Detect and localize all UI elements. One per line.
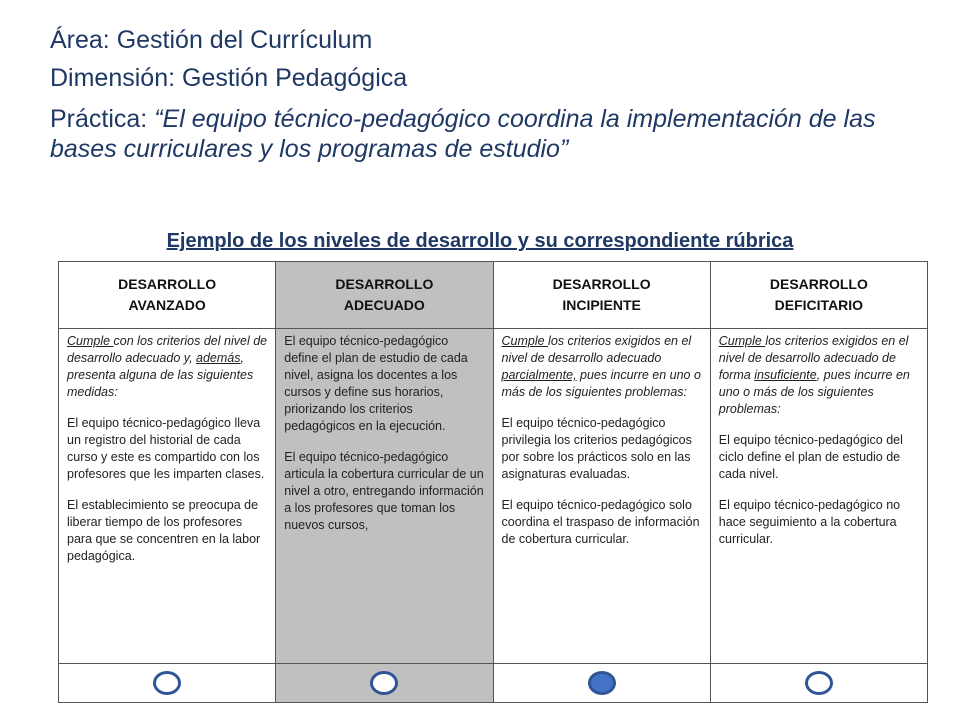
avanzado-item: El establecimiento se preocupa de liberar tiempo de los profesores para que se concentren en la labor pedagógica. (67, 498, 261, 563)
avanzado-item: El equipo técnico-pedagógico lleva un registro del historial de cada curso y este es compartido con los profesores que les imparten clases. (67, 416, 265, 481)
incipiente-intro: Cumple los criterios exigidos en el nivel de desarrollo adecuado parcialmente, pues incurre en uno o más de los siguientes problemas: (501, 334, 701, 399)
deficitario-item: El equipo técnico-pedagógico del ciclo define el plan de estudio de cada nivel. (718, 433, 903, 481)
deficitario-intro: Cumple los criterios exigidos en el nivel de desarrollo adecuado de forma insuficiente, pues incurre en uno o más de los siguientes problemas: (718, 334, 910, 416)
radio-deficitario[interactable] (805, 671, 833, 695)
area-heading: Área: Gestión del Currículum (50, 26, 373, 54)
rubric-table (58, 261, 928, 703)
cell-incipiente (493, 329, 710, 664)
radio-adecuado[interactable] (370, 671, 398, 695)
rubric-subtitle: Ejemplo de los niveles de desarrollo y su correspondiente rúbrica (166, 230, 794, 252)
radio-incipiente[interactable] (588, 671, 616, 695)
incipiente-item: El equipo técnico-pedagógico privilegia los criterios pedagógicos por sobre los prácticos solo en las asignaturas evaluadas. (501, 416, 692, 481)
col-header-deficitario: DESARROLLO DEFICITARIO (710, 262, 927, 329)
practica-heading (50, 104, 910, 164)
radio-avanzado[interactable] (153, 671, 181, 695)
cell-avanzado (59, 329, 276, 664)
criteria-row (59, 329, 928, 664)
header-row (59, 262, 928, 329)
deficitario-item: El equipo técnico-pedagógico no hace seguimiento a la cobertura curricular. (718, 498, 901, 546)
dimension-heading: Dimensión: Gestión Pedagógica (50, 64, 408, 92)
selection-row (59, 664, 928, 703)
incipiente-item: El equipo técnico-pedagógico solo coordina el traspaso de información de cobertura curricular. (501, 498, 700, 546)
cell-deficitario (710, 329, 927, 664)
adecuado-item: El equipo técnico-pedagógico define el plan de estudio de cada nivel, asigna los docentes a los cursos y define sus horarios, priorizando los criterios pedagógicos en la ejecución. (284, 334, 468, 433)
practica-label: Práctica: (50, 105, 155, 133)
practica-text: “El equipo técnico-pedagógico coordina la implementación de las bases curriculares y los programas de estudio” (50, 105, 876, 163)
cell-adecuado (276, 329, 493, 664)
adecuado-item: El equipo técnico-pedagógico articula la cobertura curricular de un nivel a otro, entregando información a los profesores que toman los nuevos cursos, (284, 450, 484, 532)
col-header-avanzado: DESARROLLO AVANZADO (59, 262, 276, 329)
col-header-incipiente: DESARROLLO INCIPIENTE (493, 262, 710, 329)
avanzado-intro: Cumple con los criterios del nivel de desarrollo adecuado y, además, presenta alguna de las siguientes medidas: (67, 334, 268, 399)
col-header-adecuado: DESARROLLO ADECUADO (276, 262, 493, 329)
